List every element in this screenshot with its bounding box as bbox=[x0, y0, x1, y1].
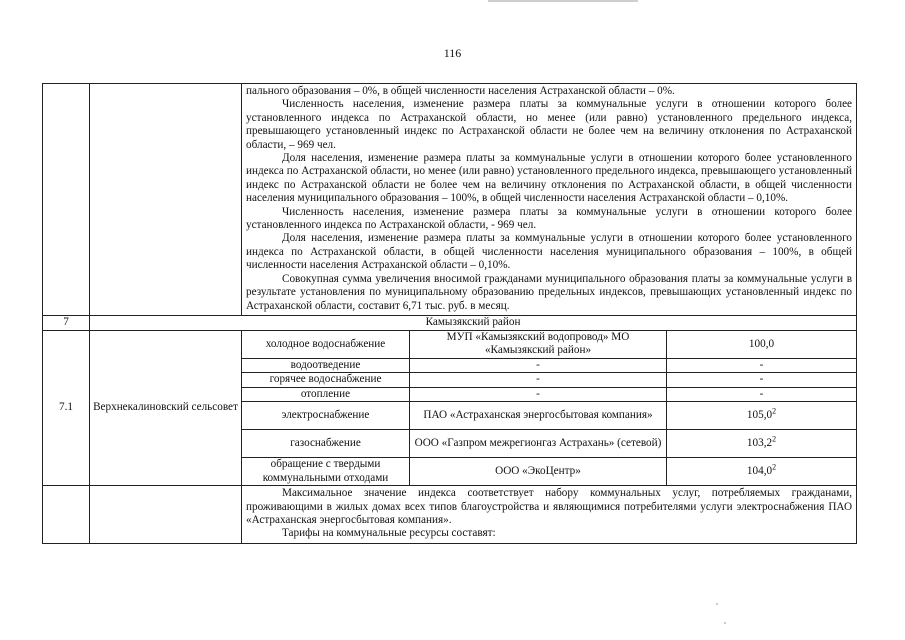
index-value-text: 103,2 bbox=[746, 436, 773, 449]
intro-paragraph: Численность населения, изменение размера платы за коммунальные услуги в отношении которого более установленного индекса по Астраханской области, - 969 чел. bbox=[246, 205, 853, 232]
service-name: газоснабжение bbox=[242, 430, 410, 458]
closing-text-cell bbox=[242, 486, 857, 544]
table-row bbox=[43, 330, 857, 358]
index-value-text: - bbox=[759, 358, 764, 371]
municipality-number: 7.1 bbox=[43, 330, 90, 485]
region-name: Камызякский район bbox=[90, 315, 857, 330]
intro-number-cell bbox=[43, 84, 90, 316]
intro-paragraph: Доля населения, изменение размера платы за коммунальные услуги в отношении которого более установленного индекса по Астраханской области, но менее (или равно) установленного предельного индекса, превышающего установленный индекс по Астраханской области не более чем на величину отклонения по Астраханской области, в общей численности населения муниципального образования – 100%, в общей численности населения Астраханской области – 0,10%. bbox=[246, 152, 853, 205]
index-value bbox=[667, 402, 857, 430]
intro-paragraph: Совокупная сумма увеличения вносимой гражданами муниципального образования платы за коммунальные услуги в результате установления по муниципальному образованию предельных индексов, превышающих установленный индекс по Астраханской области, составит 6,71 тыс. руб. в месяц. bbox=[246, 272, 853, 312]
provider-name: - bbox=[410, 358, 667, 372]
region-row bbox=[43, 315, 857, 330]
scan-speck bbox=[716, 603, 718, 605]
index-table bbox=[42, 83, 857, 544]
scan-speck bbox=[724, 622, 726, 624]
index-value bbox=[667, 358, 857, 372]
provider-name: - bbox=[410, 387, 667, 401]
index-value-text: - bbox=[759, 387, 764, 400]
service-name: обращение с твердыми коммунальными отходами bbox=[242, 458, 410, 486]
closing-paragraph: Тарифы на коммунальные ресурсы составят: bbox=[282, 527, 496, 540]
index-value bbox=[667, 373, 857, 387]
intro-paragraph: Доля населения, изменение размера платы за коммунальные услуги в отношении которого более установленного индекса по Астраханской области, в общей численности населения муниципального образования – 100%, в общей численности населения Астраханской области – 0,10%. bbox=[246, 232, 853, 272]
intro-paragraph: пального образования – 0%, в общей численности населения Астраханской области – 0%. bbox=[246, 85, 675, 97]
provider-name: МУП «Камызякский водопровод» МО «Камызякский район» bbox=[410, 330, 667, 358]
index-value-text: - bbox=[759, 373, 764, 386]
service-name: водоотведение bbox=[242, 358, 410, 372]
footnote-mark: 2 bbox=[772, 434, 777, 444]
footnote-mark: 2 bbox=[772, 406, 777, 416]
provider-name: ООО «Газпром межрегионгаз Астрахань» (сетевой) bbox=[410, 430, 667, 458]
page-number: 116 bbox=[443, 46, 462, 60]
provider-name: ПАО «Астраханская энергосбытовая компания» bbox=[410, 402, 667, 430]
service-name: отопление bbox=[242, 387, 410, 401]
intro-row bbox=[43, 84, 857, 316]
region-number: 7 bbox=[43, 315, 90, 330]
intro-text-cell bbox=[242, 84, 857, 316]
index-value bbox=[667, 387, 857, 401]
municipality-name: Верхнекалиновский сельсовет bbox=[90, 330, 242, 485]
service-name: холодное водоснабжение bbox=[242, 330, 410, 358]
service-name: горячее водоснабжение bbox=[242, 373, 410, 387]
scan-edge-mark bbox=[488, 0, 638, 2]
index-value-text: 105,0 bbox=[746, 408, 773, 421]
footnote-mark: 2 bbox=[772, 462, 777, 472]
index-value-text: 100,0 bbox=[748, 337, 775, 350]
closing-paragraph: Максимальное значение индекса соответствует набору коммунальных услуг, потребляемых гражданами, проживающими в жилых домах всех типов благоустройства и являющимися потребителями услуги электроснабжения ПАО «Астраханская энергосбытовая компания». bbox=[246, 487, 853, 526]
closing-number-cell bbox=[43, 486, 90, 544]
closing-name-cell bbox=[90, 486, 242, 544]
index-value bbox=[667, 458, 857, 486]
index-value bbox=[667, 430, 857, 458]
index-value bbox=[667, 330, 857, 358]
intro-paragraph: Численность населения, изменение размера платы за коммунальные услуги в отношении которого более установленного индекса по Астраханской области, но менее (или равно) установленного предельного индекса, превышающего установленный индекс по Астраханской области не более чем на величину отклонения по Астраханской области, – 969 чел. bbox=[246, 98, 853, 151]
intro-name-cell bbox=[90, 84, 242, 316]
index-value-text: 104,0 bbox=[746, 464, 773, 477]
provider-name: - bbox=[410, 373, 667, 387]
provider-name: ООО «ЭкоЦентр» bbox=[410, 458, 667, 486]
closing-row bbox=[43, 486, 857, 544]
service-name: электроснабжение bbox=[242, 402, 410, 430]
